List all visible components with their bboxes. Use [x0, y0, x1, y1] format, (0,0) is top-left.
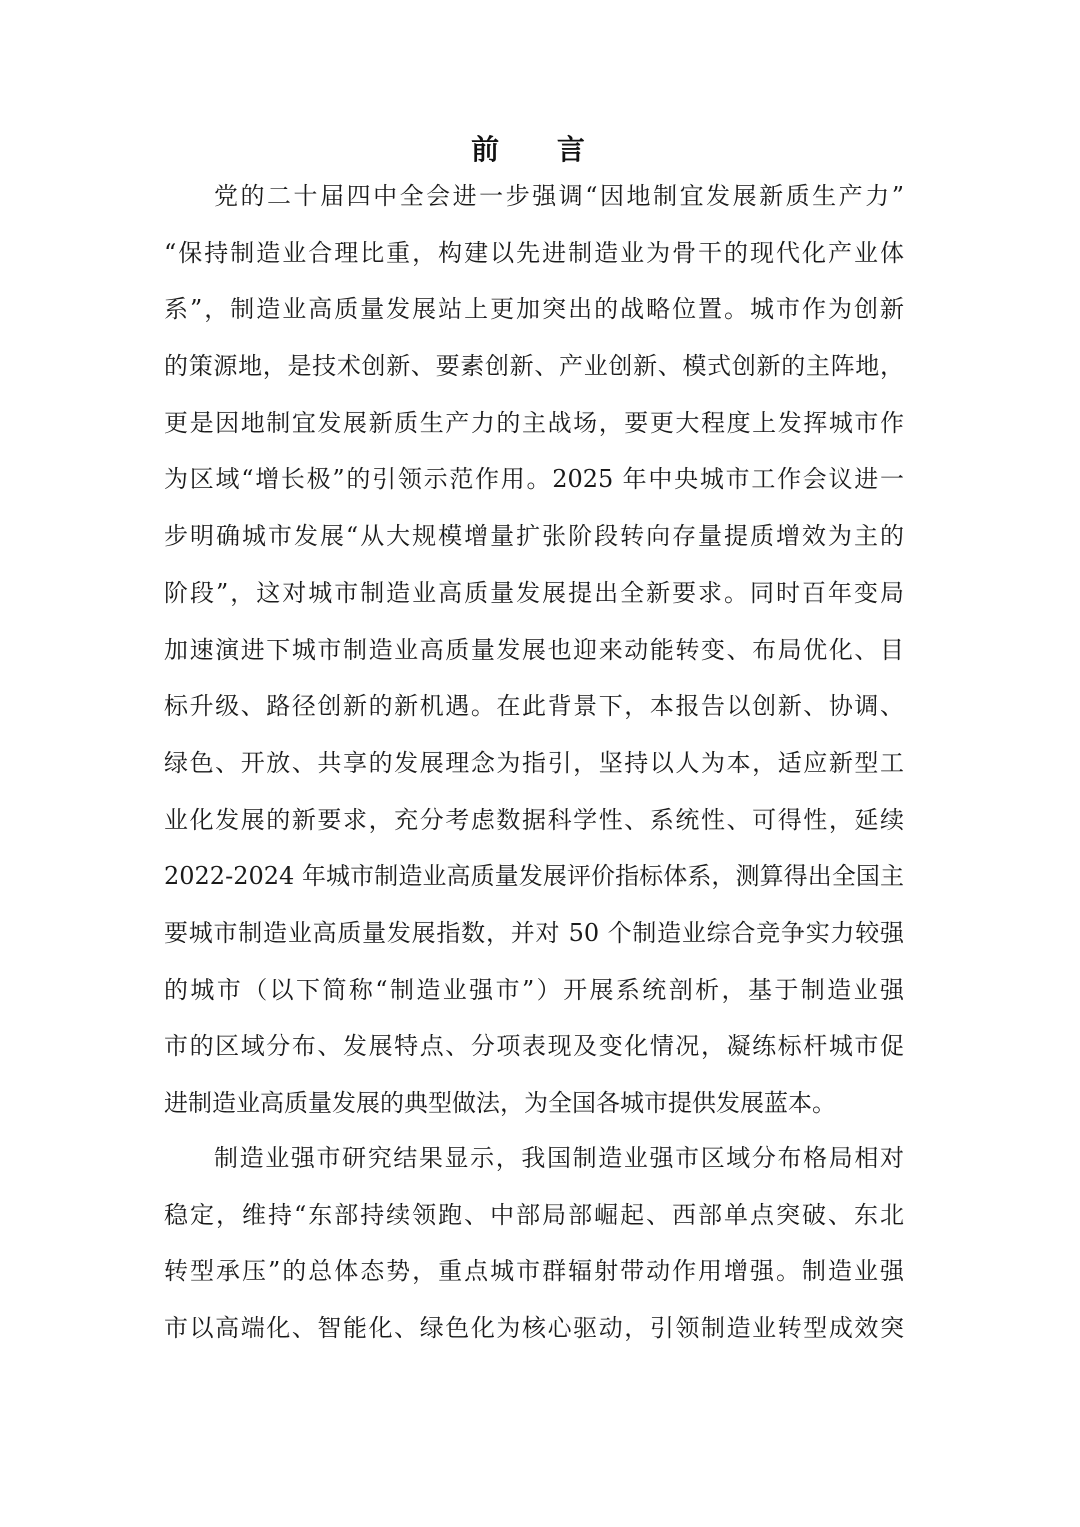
text-line: 稳定，维持“东部持续领跑、中部局部崛起、西部单点突破、东北 [164, 1200, 904, 1229]
text-line: 2022-2024 年城市制造业高质量发展评价指标体系，测算得出全国主 [164, 862, 904, 891]
paragraph-2 [164, 1130, 904, 1357]
paragraph-1 [164, 168, 904, 1132]
text-line: 为区域“增长极”的引领示范作用。2025 年中央城市工作会议进一 [164, 465, 904, 494]
text-line: 阶段”，这对城市制造业高质量发展提出全新要求。同时百年变局 [164, 578, 904, 607]
text-line: 业化发展的新要求，充分考虑数据科学性、系统性、可得性，延续 [164, 805, 904, 834]
text-line: 标升级、路径创新的新机遇。在此背景下，本报告以创新、协调、 [164, 692, 904, 721]
text-line: 制造业强市研究结果显示，我国制造业强市区域分布格局相对 [214, 1144, 904, 1172]
text-line: 的策源地，是技术创新、要素创新、产业创新、模式创新的主阵地， [164, 352, 904, 381]
text-line: 加速演进下城市制造业高质量发展也迎来动能转变、布局优化、目 [164, 635, 904, 664]
text-line: 市以高端化、智能化、绿色化为核心驱动，引领制造业转型成效突 [164, 1314, 904, 1343]
text-line: 市的区域分布、发展特点、分项表现及变化情况，凝练标杆城市促 [164, 1032, 904, 1061]
text-line: 系”，制造业高质量发展站上更加突出的战略位置。城市作为创新 [164, 295, 904, 324]
page-title: 前 言 [471, 133, 609, 166]
text-line: “保持制造业合理比重，构建以先进制造业为骨干的现代化产业体 [164, 238, 904, 267]
text-line: 绿色、开放、共享的发展理念为指引，坚持以人为本，适应新型工 [164, 748, 904, 777]
text-line: 步明确城市发展“从大规模增量扩张阶段转向存量提质增效为主的 [164, 522, 904, 551]
text-line: 党的二十届四中全会进一步强调“因地制宜发展新质生产力” [214, 182, 904, 210]
text-line: 更是因地制宜发展新质生产力的主战场，要更大程度上发挥城市作 [164, 408, 904, 437]
text-line: 进制造业高质量发展的典型做法，为全国各城市提供发展蓝本。 [164, 1089, 836, 1117]
text-line: 要城市制造业高质量发展指数，并对 50 个制造业综合竞争实力较强 [164, 918, 904, 947]
text-line: 转型承压”的总体态势，重点城市群辐射带动作用增强。制造业强 [164, 1257, 904, 1286]
text-line: 的城市（以下简称“制造业强市”）开展系统剖析，基于制造业强 [164, 975, 904, 1004]
